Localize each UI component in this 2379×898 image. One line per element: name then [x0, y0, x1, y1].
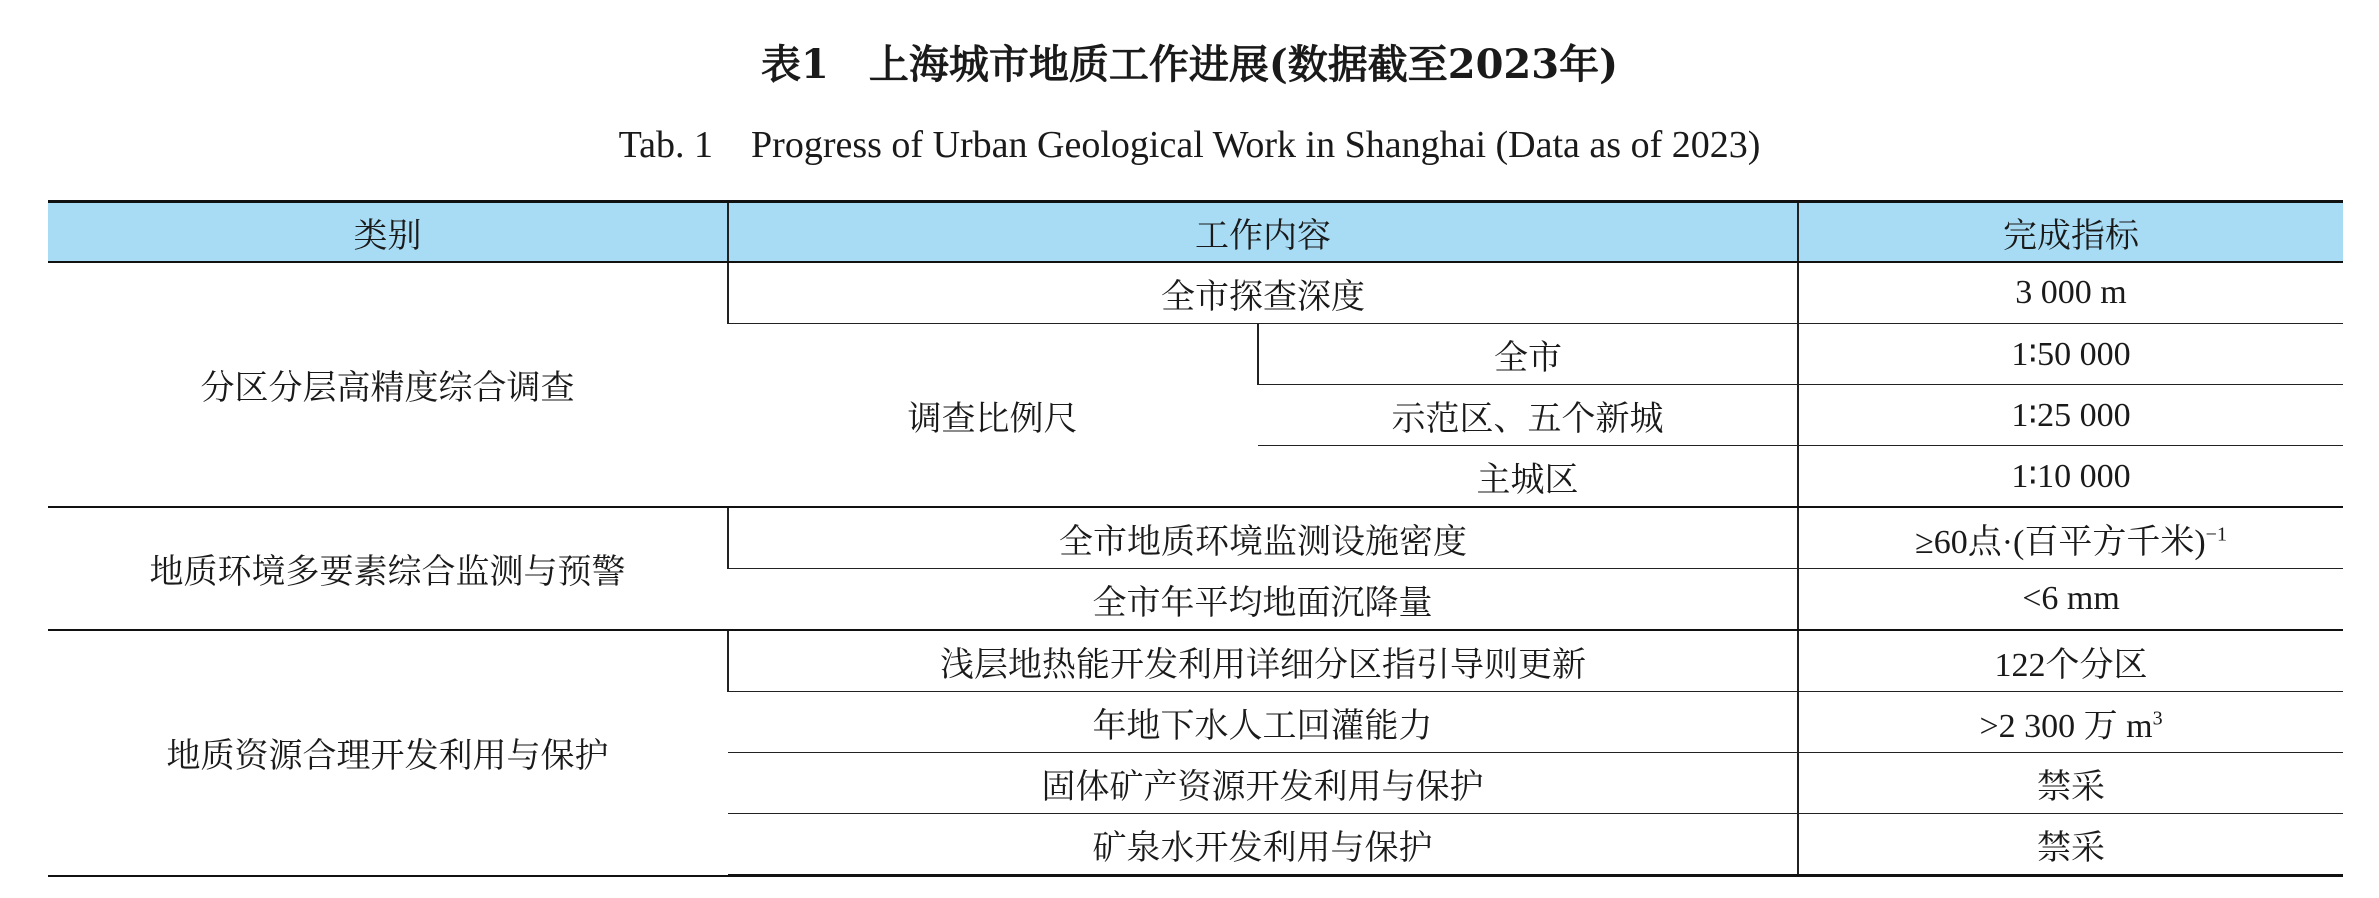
indicator-cell: 1∶10 000 — [1798, 446, 2343, 508]
content-cell: 固体矿产资源开发利用与保护 — [728, 753, 1798, 814]
table-row — [48, 630, 2343, 692]
category-cell: 分区分层高精度综合调查 — [48, 262, 728, 507]
header-content: 工作内容 — [728, 202, 1798, 263]
subcontent-cell: 示范区、五个新城 — [1258, 385, 1798, 446]
content-cell: 全市年平均地面沉降量 — [728, 569, 1798, 631]
indicator-text: ≥60点·(百平方千米) — [1915, 523, 2206, 561]
header-indicator: 完成指标 — [1798, 202, 2343, 263]
indicator-cell — [1798, 507, 2343, 569]
content-cell: 全市地质环境监测设施密度 — [728, 507, 1798, 569]
indicator-cell: 禁采 — [1798, 753, 2343, 814]
table-row — [48, 507, 2343, 569]
indicator-cell: 3 000 m — [1798, 262, 2343, 324]
geological-work-table — [48, 200, 2343, 877]
indicator-cell: 122个分区 — [1798, 630, 2343, 692]
content-cell: 调查比例尺 — [728, 324, 1258, 508]
indicator-cell: <6 mm — [1798, 569, 2343, 631]
indicator-superscript: −1 — [2205, 523, 2227, 546]
content-cell: 年地下水人工回灌能力 — [728, 692, 1798, 753]
subcontent-cell: 全市 — [1258, 324, 1798, 385]
indicator-cell: 1∶25 000 — [1798, 385, 2343, 446]
table-title-chinese: 表1 上海城市地质工作进展(数据截至2023年) — [760, 41, 1618, 88]
category-cell: 地质资源合理开发利用与保护 — [48, 630, 728, 876]
category-cell: 地质环境多要素综合监测与预警 — [48, 507, 728, 630]
subcontent-cell: 主城区 — [1258, 446, 1798, 508]
indicator-cell: 1∶50 000 — [1798, 324, 2343, 385]
content-cell: 矿泉水开发利用与保护 — [728, 814, 1798, 876]
indicator-text: >2 300 万 m — [1979, 707, 2153, 745]
header-category: 类别 — [48, 202, 728, 263]
content-cell: 浅层地热能开发利用详细分区指引导则更新 — [728, 630, 1798, 692]
table-title-english: Tab. 1 Progress of Urban Geological Work in Shanghai (Data as of 2023) — [618, 124, 1761, 166]
header-row — [48, 202, 2343, 263]
indicator-cell: 禁采 — [1798, 814, 2343, 876]
content-cell: 全市探查深度 — [728, 262, 1798, 324]
table-row — [48, 262, 2343, 324]
indicator-superscript: 3 — [2152, 707, 2163, 730]
indicator-cell — [1798, 692, 2343, 753]
